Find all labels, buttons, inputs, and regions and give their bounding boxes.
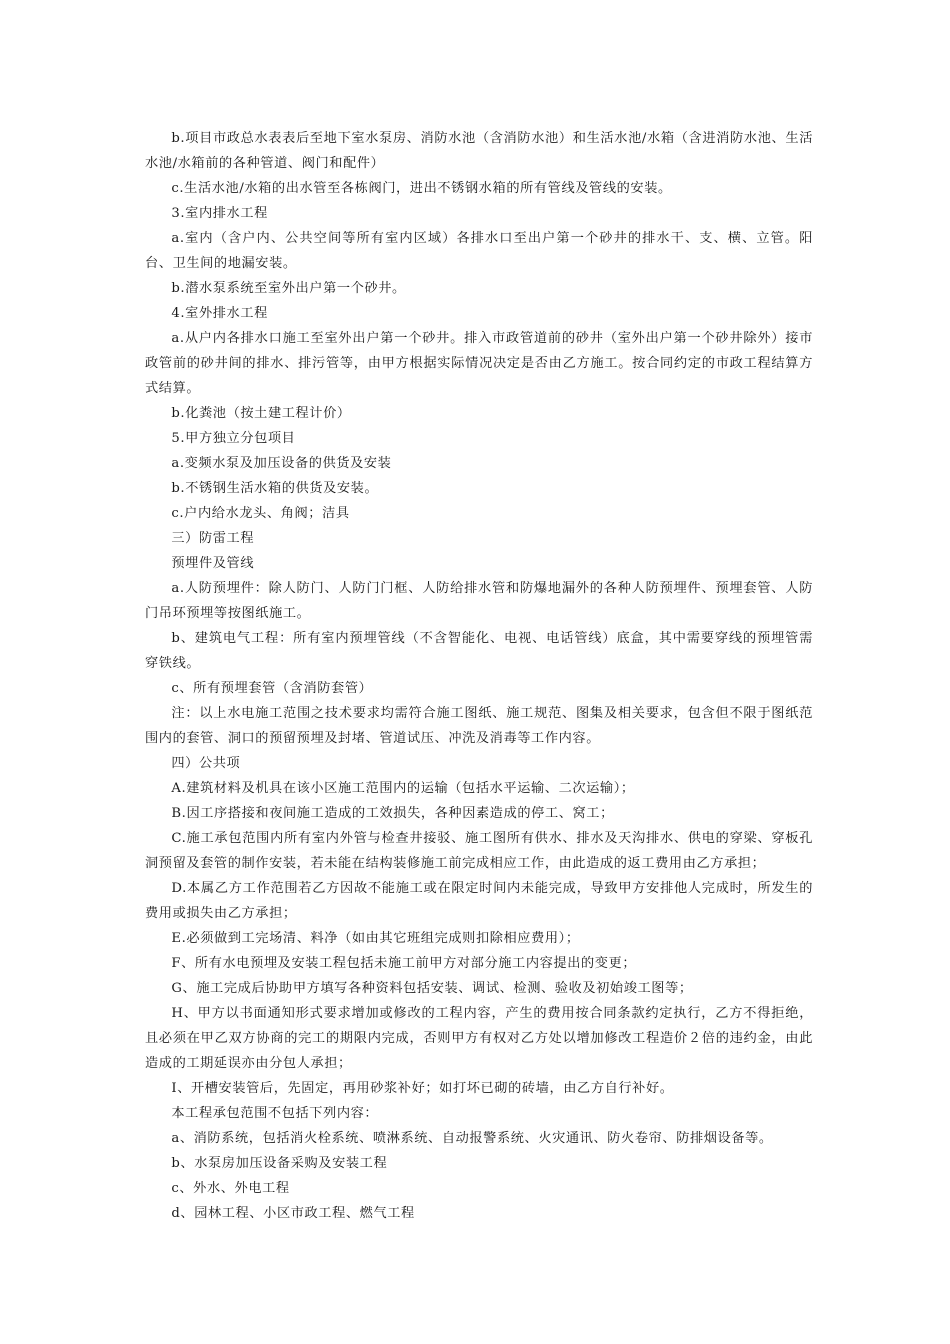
paragraph: B.因工序搭接和夜间施工造成的工效损失，各种因素造成的停工、窝工；	[171, 806, 614, 821]
paragraph: a.人防预埋件：除人防门、人防门门框、人防给排水管和防爆地漏外的各种人防预埋件、预埋套管、人防门吊环预埋等按图纸施工。	[145, 581, 813, 621]
note-paragraph: 注：以上水电施工范围之技术要求均需符合施工图纸、施工规范、图集及相关要求，包含但不限于图纸范围内的套管、洞口的预留预埋及封堵、管道试压、冲洗及消毒等工作内容。	[145, 706, 813, 746]
paragraph: E.必须做到工完场清、料净（如由其它班组完成则扣除相应费用）；	[171, 931, 580, 946]
paragraph: b.不锈钢生活水箱的供货及安装。	[171, 481, 379, 496]
paragraph: D.本属乙方工作范围若乙方因故不能施工或在限定时间内未能完成，导致甲方安排他人完成时，所发生的费用或损失由乙方承担；	[145, 881, 813, 921]
paragraph: a.室内（含户内、公共空间等所有室内区域）各排水口至出户第一个砂井的排水干、支、横、立管。阳台、卫生间的地漏安装。	[145, 231, 813, 271]
paragraph: 本工程承包范围不包括下列内容：	[171, 1106, 379, 1121]
section-heading: 3.室内排水工程	[171, 206, 268, 221]
paragraph: c.户内给水龙头、角阀；洁具	[171, 506, 350, 521]
paragraph: c、所有预埋套管（含消防套管）	[171, 681, 373, 696]
paragraph: b、建筑电气工程：所有室内预埋管线（不含智能化、电视、电话管线）底盒，其中需要穿线的预埋管需穿铁线。	[145, 631, 813, 671]
paragraph: b.潜水泵系统至室外出户第一个砂井。	[171, 281, 406, 296]
paragraph: A.建筑材料及机具在该小区施工范围内的运输（包括水平运输、二次运输）；	[171, 781, 635, 796]
section-heading: 5.甲方独立分包项目	[171, 431, 296, 446]
paragraph: b.项目市政总水表表后至地下室水泵房、消防水池（含消防水池）和生活水池/水箱（含进消防水池、生活水池/水箱前的各种管道、阀门和配件）	[145, 131, 813, 171]
section-heading: 四）公共项	[171, 756, 241, 771]
paragraph: a.从户内各排水口施工至室外出户第一个砂井。排入市政管道前的砂井（室外出户第一个砂井除外）接市政管前的砂井间的排水、排污管等，由甲方根据实际情况决定是否由乙方施工。按合同约定的市政工程结算方式结算。	[145, 331, 813, 396]
paragraph: c、外水、外电工程	[171, 1181, 290, 1196]
section-heading: 三）防雷工程	[171, 531, 255, 546]
paragraph: d、园林工程、小区市政工程、燃气工程	[171, 1206, 415, 1221]
paragraph: b、水泵房加压设备采购及安装工程	[171, 1156, 388, 1171]
paragraph: I、开槽安装管后，先固定，再用砂浆补好；如打坏已砌的砖墙，由乙方自行补好。	[171, 1081, 674, 1096]
paragraph: F、所有水电预埋及安装工程包括未施工前甲方对部分施工内容提出的变更；	[171, 956, 637, 971]
paragraph: c.生活水池/水箱的出水管至各栋阀门，进出不锈钢水箱的所有管线及管线的安装。	[171, 181, 672, 196]
document-body	[145, 126, 813, 1226]
paragraph: b.化粪池（按土建工程计价）	[171, 406, 351, 421]
paragraph: H、甲方以书面通知形式要求增加或修改的工程内容，产生的费用按合同条款约定执行，乙方不得拒绝，且必须在甲乙双方协商的完工的期限内完成，否则甲方有权对乙方处以增加修改工程造价２倍的违约金，由此造成的工期延误亦由分包人承担；	[145, 1006, 813, 1071]
paragraph: a.变频水泵及加压设备的供货及安装	[171, 456, 392, 471]
paragraph: G、施工完成后协助甲方填写各种资料包括安装、调试、检测、验收及初始竣工图等；	[171, 981, 693, 996]
paragraph: a、消防系统，包括消火栓系统、喷淋系统、自动报警系统、火灾通讯、防火卷帘、防排烟设备等。	[171, 1131, 773, 1146]
section-heading: 4.室外排水工程	[171, 306, 268, 321]
paragraph: C.施工承包范围内所有室内外管与检查井接驳、施工图所有供水、排水及天沟排水、供电的穿梁、穿板孔洞预留及套管的制作安装，若未能在结构装修施工前完成相应工作，由此造成的返工费用由乙方承担；	[145, 831, 813, 871]
section-heading: 预埋件及管线	[171, 556, 255, 571]
